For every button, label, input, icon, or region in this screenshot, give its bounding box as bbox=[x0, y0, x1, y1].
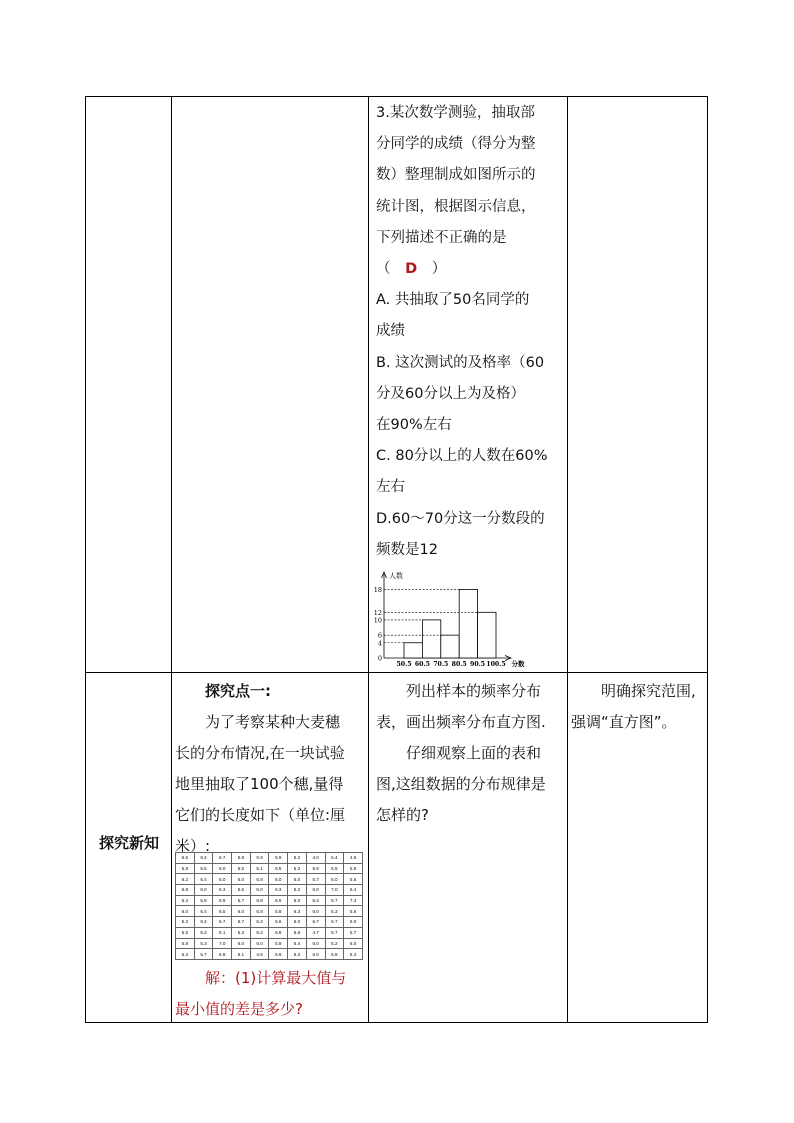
intent-cell bbox=[571, 676, 705, 738]
y-tick-label: 0 bbox=[377, 654, 382, 663]
intent-line: 明确探究范围, bbox=[601, 682, 696, 700]
table-cell: 6.0 bbox=[288, 895, 307, 906]
table-cell: 6.4 bbox=[194, 853, 213, 864]
question-line: 分同学的成绩（得分为整 bbox=[376, 136, 536, 153]
score-histogram bbox=[370, 570, 530, 670]
option-line: 频数是12 bbox=[376, 541, 438, 558]
table-cell: 6.3 bbox=[269, 885, 288, 896]
table-cell: 4.0 bbox=[306, 853, 325, 864]
option-line: 在90%左右 bbox=[376, 417, 452, 434]
table-cell: 5.8 bbox=[176, 938, 195, 949]
intro-line: 它们的长度如下（单位:厘 bbox=[175, 806, 346, 824]
table-row bbox=[176, 949, 363, 960]
option-line: 成绩 bbox=[376, 323, 405, 340]
table-row bbox=[176, 853, 363, 864]
exploration-cell bbox=[175, 676, 365, 862]
intent-line: 强调“直方图”。 bbox=[571, 713, 677, 731]
table-cell: 5.3 bbox=[194, 938, 213, 949]
table-cell: 6.0 bbox=[213, 863, 232, 874]
option-line: 左右 bbox=[376, 479, 405, 496]
table-cell: 5.7 bbox=[306, 874, 325, 885]
table-cell: 5.9 bbox=[269, 938, 288, 949]
table-cell: 6.8 bbox=[250, 906, 269, 917]
solution-line: 解：(1)计算最大值与 bbox=[205, 969, 347, 987]
question-line: 下列描述不正确的是 bbox=[376, 229, 507, 246]
table-row bbox=[176, 927, 363, 938]
table-cell: 4.7 bbox=[306, 927, 325, 938]
table-row bbox=[176, 938, 363, 949]
table-cell: 5.9 bbox=[250, 853, 269, 864]
table-cell: 6.3 bbox=[288, 906, 307, 917]
section-title: 探究新知 bbox=[98, 834, 159, 852]
table-cell: 7.4 bbox=[344, 895, 363, 906]
table-cell: 6.4 bbox=[176, 895, 195, 906]
y-tick-label: 10 bbox=[373, 616, 382, 625]
table-cell: 6.1 bbox=[232, 949, 251, 960]
table-cell: 5.8 bbox=[325, 949, 344, 960]
table-row bbox=[176, 917, 363, 928]
activity-line: 表，画出频率分布直方图. bbox=[376, 713, 546, 731]
y-axis-label: 人数 bbox=[389, 572, 403, 580]
table-cell: 6.8 bbox=[250, 895, 269, 906]
table-cell: 5.9 bbox=[269, 853, 288, 864]
table-cell: 6.0 bbox=[232, 938, 251, 949]
table-cell: 5.7 bbox=[325, 927, 344, 938]
table-cell: 6.8 bbox=[250, 874, 269, 885]
table-cell: 5.3 bbox=[176, 917, 195, 928]
table-cell: 6.0 bbox=[288, 917, 307, 928]
table-cell: 6.3 bbox=[288, 949, 307, 960]
solution-block bbox=[175, 963, 365, 1025]
table-cell: 6.2 bbox=[176, 874, 195, 885]
table-row bbox=[176, 895, 363, 906]
table-cell: 5.8 bbox=[344, 863, 363, 874]
column-divider-3 bbox=[567, 96, 568, 1023]
table-cell: 6.0 bbox=[344, 938, 363, 949]
table-cell: 5.7 bbox=[232, 895, 251, 906]
histogram-bar bbox=[459, 589, 477, 658]
x-tick-label: 50.5 bbox=[396, 661, 412, 668]
table-cell: 6.5 bbox=[213, 906, 232, 917]
table-cell: 6.2 bbox=[250, 917, 269, 928]
table-cell: 5.5 bbox=[176, 927, 195, 938]
x-tick-label: 70.5 bbox=[433, 661, 449, 668]
table-cell: 5.9 bbox=[213, 895, 232, 906]
table-cell: 5.4 bbox=[194, 874, 213, 885]
table-cell: 5.7 bbox=[194, 949, 213, 960]
table-cell: 6.1 bbox=[213, 927, 232, 938]
table-cell: 5.5 bbox=[194, 863, 213, 874]
table-cell: 6.3 bbox=[344, 949, 363, 960]
table-cell: 5.5 bbox=[344, 874, 363, 885]
table-cell: 5.8 bbox=[232, 853, 251, 864]
table-cell: 6.0 bbox=[269, 874, 288, 885]
table-cell: 6.7 bbox=[213, 853, 232, 864]
table-cell: 6.0 bbox=[344, 917, 363, 928]
table-cell: 5.5 bbox=[325, 863, 344, 874]
answer-line bbox=[376, 254, 564, 285]
x-tick-label: 80.5 bbox=[451, 661, 467, 668]
table-cell: 6.3 bbox=[325, 906, 344, 917]
activity-cell bbox=[376, 676, 564, 831]
intro-line: 地里抽取了100个穗,量得 bbox=[175, 775, 344, 793]
table-cell: 6.0 bbox=[325, 874, 344, 885]
table-row bbox=[176, 874, 363, 885]
x-axis-label: 分数 bbox=[511, 660, 525, 668]
histogram-bar bbox=[404, 643, 422, 658]
table-cell: 5.7 bbox=[325, 895, 344, 906]
table-cell: 7.0 bbox=[213, 938, 232, 949]
intro-line: 米）: bbox=[175, 837, 211, 855]
table-cell: 6.6 bbox=[288, 927, 307, 938]
table-cell: 5.4 bbox=[325, 853, 344, 864]
table-cell: 6.0 bbox=[306, 938, 325, 949]
y-tick-label: 12 bbox=[373, 608, 382, 617]
histogram-bar bbox=[441, 635, 459, 658]
option-line: B. 这次测试的及格率（60 bbox=[376, 354, 545, 371]
table-cell: 5.0 bbox=[250, 885, 269, 896]
table-cell: 5.9 bbox=[306, 863, 325, 874]
answer-bracket-close: ） bbox=[431, 261, 447, 278]
table-cell: 6.3 bbox=[213, 885, 232, 896]
table-cell: 6.7 bbox=[306, 917, 325, 928]
table-cell: 5.2 bbox=[325, 938, 344, 949]
activity-line: 列出样本的频率分布 bbox=[406, 682, 542, 700]
table-cell: 6.4 bbox=[194, 917, 213, 928]
table-cell: 6.2 bbox=[250, 927, 269, 938]
table-cell: 6.0 bbox=[306, 885, 325, 896]
column-divider-1 bbox=[171, 96, 172, 1023]
table-cell: 6.5 bbox=[232, 863, 251, 874]
table-cell: 6.3 bbox=[176, 949, 195, 960]
table-cell: 6.4 bbox=[306, 895, 325, 906]
y-tick-label: 6 bbox=[377, 631, 382, 640]
column-divider-2 bbox=[368, 96, 369, 1023]
y-tick-label: 18 bbox=[373, 585, 382, 594]
table-cell: 5.7 bbox=[213, 917, 232, 928]
question-line: 数）整理制成如图所示的 bbox=[376, 167, 536, 184]
table-cell: 5.4 bbox=[194, 906, 213, 917]
solution-line: 最小值的差是多少? bbox=[175, 1000, 303, 1018]
table-cell: 7.0 bbox=[325, 885, 344, 896]
table-cell: 5.1 bbox=[250, 863, 269, 874]
point-title: 探究点一: bbox=[205, 682, 271, 700]
y-tick-label: 4 bbox=[377, 639, 382, 648]
data-table bbox=[175, 852, 363, 960]
table-cell: 5.2 bbox=[288, 853, 307, 864]
table-cell: 5.8 bbox=[269, 906, 288, 917]
table-cell: 6.0 bbox=[176, 906, 195, 917]
answer-bracket-open: （ bbox=[376, 261, 391, 278]
table-cell: 6.0 bbox=[306, 906, 325, 917]
histogram-bar bbox=[478, 612, 496, 658]
histogram-bar bbox=[422, 620, 440, 658]
table-cell: 6.8 bbox=[176, 885, 195, 896]
table-cell: 6.8 bbox=[213, 949, 232, 960]
activity-line: 怎样的? bbox=[376, 806, 429, 824]
question-3-cell bbox=[376, 98, 564, 566]
table-cell: 6.0 bbox=[232, 906, 251, 917]
table-cell: 5.5 bbox=[232, 885, 251, 896]
table-cell: 5.0 bbox=[232, 874, 251, 885]
table-cell: 5.3 bbox=[288, 863, 307, 874]
table-cell: 4.5 bbox=[250, 949, 269, 960]
table-row bbox=[176, 885, 363, 896]
table-cell: 5.8 bbox=[176, 863, 195, 874]
table-cell: 6.7 bbox=[325, 917, 344, 928]
table-row bbox=[176, 863, 363, 874]
x-tick-label: 90.5 bbox=[470, 661, 486, 668]
activity-line: 仔细观察上面的表和 bbox=[406, 744, 542, 762]
table-cell: 6.0 bbox=[306, 949, 325, 960]
question-line: 3.某次数学测验，抽取部 bbox=[376, 105, 535, 121]
option-line: 分及60分以上为及格） bbox=[376, 385, 525, 402]
option-line: D.60～70分这一分数段的 bbox=[376, 510, 545, 527]
table-cell: 5.6 bbox=[269, 917, 288, 928]
table-cell: 5.6 bbox=[269, 949, 288, 960]
table-cell: 5.4 bbox=[288, 938, 307, 949]
table-cell: 6.0 bbox=[194, 885, 213, 896]
row-divider bbox=[85, 672, 708, 673]
answer-value: D bbox=[405, 261, 418, 278]
table-cell: 5.3 bbox=[232, 927, 251, 938]
question-line: 统计图，根据图示信息， bbox=[376, 198, 536, 215]
table-cell: 5.8 bbox=[194, 895, 213, 906]
intro-line: 长的分布情况,在一块试验 bbox=[175, 744, 345, 762]
option-line: A. 共抽取了50名同学的 bbox=[376, 292, 530, 309]
table-cell: 5.0 bbox=[213, 874, 232, 885]
x-tick-label: 60.5 bbox=[414, 661, 430, 668]
intro-line: 为了考察某种大麦穗 bbox=[205, 713, 341, 731]
table-cell: 5.7 bbox=[344, 927, 363, 938]
x-tick-label: 100.5 bbox=[486, 661, 506, 668]
table-cell: 4.6 bbox=[344, 853, 363, 864]
table-cell: 6.4 bbox=[344, 885, 363, 896]
table-cell: 6.8 bbox=[269, 927, 288, 938]
table-cell: 5.0 bbox=[288, 874, 307, 885]
table-cell: 5.2 bbox=[288, 885, 307, 896]
table-cell: 5.6 bbox=[344, 906, 363, 917]
table-cell: 6.5 bbox=[269, 863, 288, 874]
table-cell: 6.7 bbox=[232, 917, 251, 928]
table-row bbox=[176, 906, 363, 917]
activity-line: 图,这组数据的分布规律是 bbox=[376, 775, 546, 793]
table-cell: 6.6 bbox=[269, 895, 288, 906]
table-cell: 6.2 bbox=[194, 927, 213, 938]
option-line: C. 80分以上的人数在60% bbox=[376, 448, 548, 465]
table-cell: 6.0 bbox=[250, 938, 269, 949]
table-cell: 6.5 bbox=[176, 853, 195, 864]
